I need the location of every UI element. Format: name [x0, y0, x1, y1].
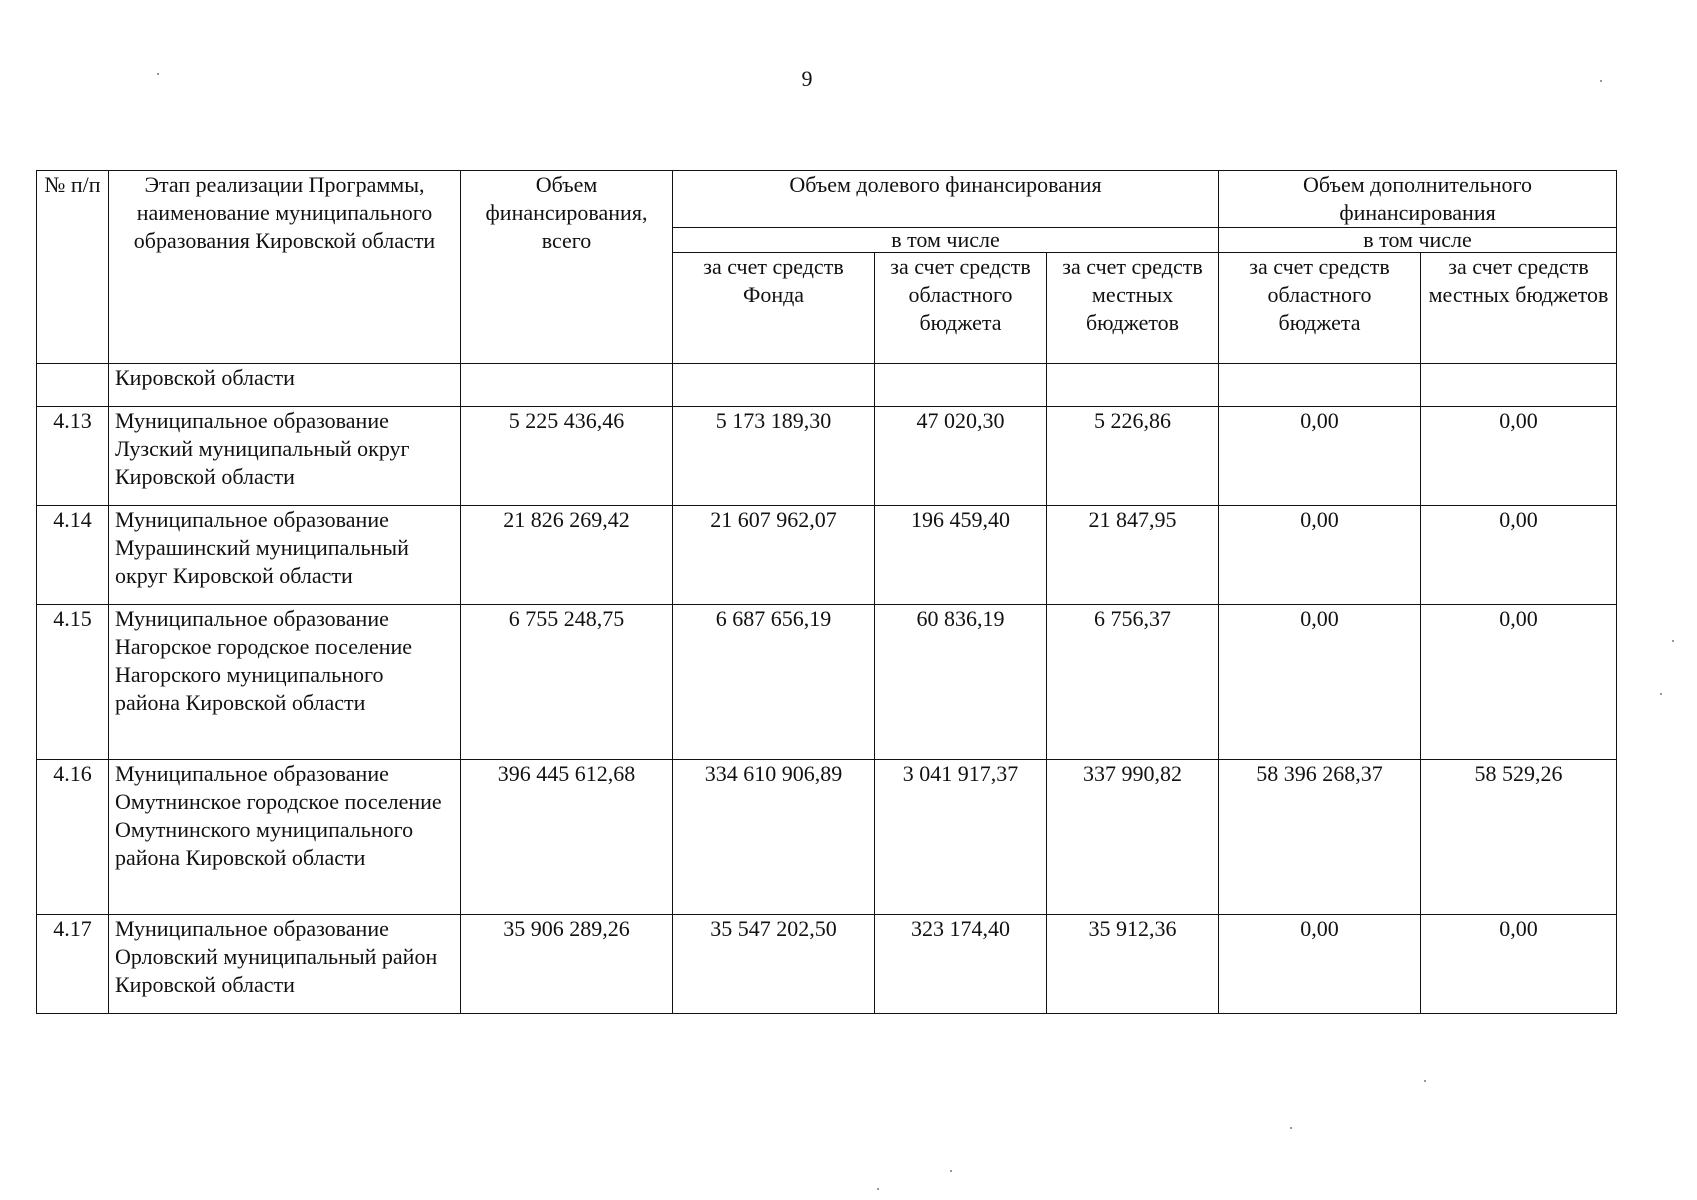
cell-name: Муниципальное образование Нагорское городское поселение Нагорского муниципального района Кировской области [109, 605, 461, 760]
cell-fund: 35 547 202,50 [673, 915, 875, 1014]
cell-add-local: 0,00 [1421, 915, 1617, 1014]
scan-speck [1424, 1080, 1426, 1082]
cell-name: Муниципальное образование Орловский муниципальный район Кировской области [109, 915, 461, 1014]
cell-fund: 334 610 906,89 [673, 760, 875, 915]
table-row [37, 760, 1617, 915]
cell-add-regional: 0,00 [1219, 407, 1421, 506]
cell-num: 4.14 [37, 506, 109, 605]
cell-regional: 60 836,19 [875, 605, 1047, 760]
cell-total: 5 225 436,46 [461, 407, 673, 506]
cell-fund [673, 364, 875, 407]
cell-local: 5 226,86 [1047, 407, 1219, 506]
table-row [37, 915, 1617, 1014]
cell-regional [875, 364, 1047, 407]
header-stage: Этап реализации Программы, наименование муниципального образования Кировской области [109, 171, 461, 364]
cell-name: Муниципальное образование Мурашинский муниципальный округ Кировской области [109, 506, 461, 605]
cell-regional: 47 020,30 [875, 407, 1047, 506]
cell-total: 21 826 269,42 [461, 506, 673, 605]
cell-fund: 6 687 656,19 [673, 605, 875, 760]
cell-local: 35 912,36 [1047, 915, 1219, 1014]
header-shared-group: Объем долевого финансирования [673, 171, 1219, 228]
cell-name: Муниципальное образование Лузский муниципальный округ Кировской области [109, 407, 461, 506]
cell-add-regional [1219, 364, 1421, 407]
cell-regional: 196 459,40 [875, 506, 1047, 605]
cell-num: 4.17 [37, 915, 109, 1014]
header-shared-regional: за счет средств областного бюджета [875, 253, 1047, 364]
table-body [37, 364, 1617, 1014]
cell-fund: 21 607 962,07 [673, 506, 875, 605]
table-row [37, 407, 1617, 506]
cell-name: Муниципальное образование Омутнинское городское поселение Омутнинского муниципального района Кировской области [109, 760, 461, 915]
cell-local: 337 990,82 [1047, 760, 1219, 915]
cell-name: Кировской области [109, 364, 461, 407]
cell-total: 6 755 248,75 [461, 605, 673, 760]
cell-add-regional: 0,00 [1219, 605, 1421, 760]
cell-local: 6 756,37 [1047, 605, 1219, 760]
financing-table [36, 170, 1617, 1014]
cell-local [1047, 364, 1219, 407]
cell-num: 4.13 [37, 407, 109, 506]
cell-add-local: 0,00 [1421, 605, 1617, 760]
cell-add-local: 0,00 [1421, 506, 1617, 605]
cell-total: 35 906 289,26 [461, 915, 673, 1014]
cell-num: 4.16 [37, 760, 109, 915]
scan-speck [1600, 80, 1602, 82]
table-row [37, 506, 1617, 605]
cell-add-regional: 0,00 [1219, 506, 1421, 605]
cell-add-regional: 58 396 268,37 [1219, 760, 1421, 915]
header-add-local: за счет средств местных бюджетов [1421, 253, 1617, 364]
scan-speck [877, 1188, 879, 1190]
header-additional-including: в том числе [1219, 228, 1617, 253]
cell-local: 21 847,95 [1047, 506, 1219, 605]
cell-fund: 5 173 189,30 [673, 407, 875, 506]
cell-add-local: 0,00 [1421, 407, 1617, 506]
header-shared-including: в том числе [673, 228, 1219, 253]
cell-regional: 323 174,40 [875, 915, 1047, 1014]
cell-total [461, 364, 673, 407]
cell-add-regional: 0,00 [1219, 915, 1421, 1014]
cell-total: 396 445 612,68 [461, 760, 673, 915]
scan-speck [1672, 640, 1674, 642]
cell-add-local [1421, 364, 1617, 407]
cell-add-local: 58 529,26 [1421, 760, 1617, 915]
cell-num: 4.15 [37, 605, 109, 760]
scan-speck [950, 1170, 952, 1172]
cell-num [37, 364, 109, 407]
header-total: Объем финансирования, всего [461, 171, 673, 364]
header-add-regional: за счет средств областного бюджета [1219, 253, 1421, 364]
cell-regional: 3 041 917,37 [875, 760, 1047, 915]
continuation-row [37, 364, 1617, 407]
scan-speck [1290, 1127, 1292, 1129]
page-number: 9 [801, 66, 813, 91]
table-header [37, 171, 1617, 364]
header-fund: за счет средств Фонда [673, 253, 875, 364]
header-num: № п/п [37, 171, 109, 364]
header-additional-group: Объем дополнительного финансирования [1219, 171, 1617, 228]
header-shared-local: за счет средств местных бюджетов [1047, 253, 1219, 364]
scan-speck [157, 73, 159, 75]
scan-speck [1660, 693, 1662, 695]
table-row [37, 605, 1617, 760]
